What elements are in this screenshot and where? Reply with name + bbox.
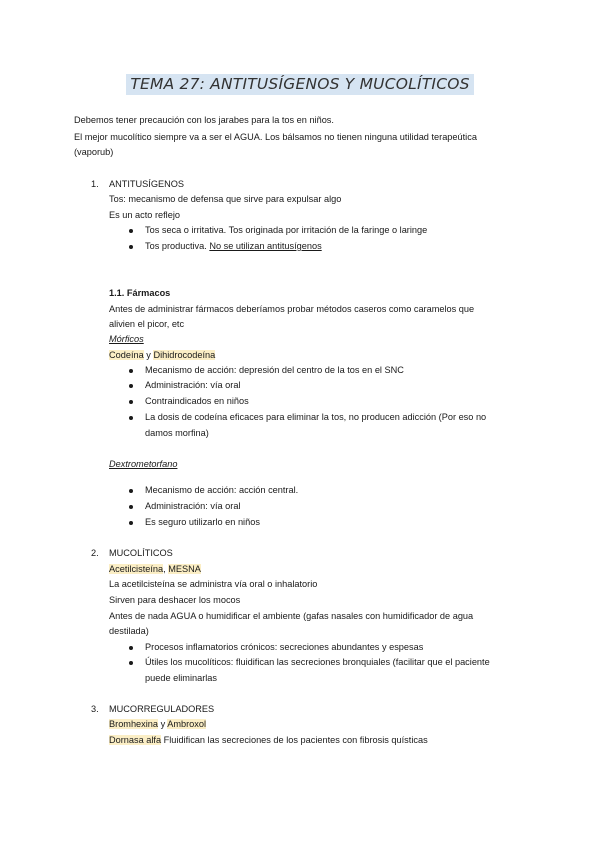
drug-separator: , [163,564,169,574]
sec1-definition: Tos: mecanismo de defensa que sirve para expulsar algo [109,194,342,204]
dextro-bullet-1: Mecanismo de acción: acción central. [145,485,299,495]
bullet-icon [129,646,133,650]
bullet-icon [129,489,133,493]
sec2-bullet-2-line-1: Útiles los mucolíticos: fluidifican las secreciones bronquiales (facilitar que el paciente [145,657,490,667]
drug-bromhexina: Bromhexina [109,719,159,729]
sec3-dornasa-desc: Fluidifican las secreciones de los pacientes con fibrosis quísticas [161,735,428,745]
sec3-heading: MUCORREGULADORES [109,704,215,714]
bullet-icon [129,661,133,665]
sec1-heading: ANTITUSÍGENOS [109,179,185,189]
bullet-icon [129,400,133,404]
bullet-icon [129,229,133,233]
sec2-drugs [109,563,201,575]
sec2-bullet-2-line-2: puede eliminarlas [145,673,218,683]
bullet-icon [129,416,133,420]
sec1-bullet-2 [145,240,322,252]
sec2-line-3: Antes de nada AGUA o humidificar el ambiente (gafas nasales con humidificador de agua [109,611,474,621]
sec1-bullet-2-underline: No se utilizan antitusígenos [209,241,322,251]
drug-codeina: Codeína [109,350,144,360]
intro-line-1: Debemos tener precaución con los jarabes para la tos en niños. [74,115,334,125]
dextro-bullet-3: Es seguro utilizarlo en niños [145,517,260,527]
bullet-icon [129,369,133,373]
sub11-text-2: alivien el picor, etc [109,319,185,329]
morficos-bullet-2: Administración: vía oral [145,380,241,390]
sec2-bullet-1: Procesos inflamatorios crónicos: secreciones abundantes y espesas [145,642,424,652]
sec2-number: 2. [91,548,99,558]
drug-dornasa-alfa: Dornasa alfa [109,735,162,745]
sub11-heading: 1.1. Fármacos [109,288,171,298]
drug-connector: y [158,719,168,729]
morficos-label: Mórficos [109,334,144,344]
sec1-number: 1. [91,179,99,189]
morficos-bullet-4-line-2: damos morfina) [145,428,209,438]
sec2-line-1: La acetilcisteína se administra vía oral o inhalatorio [109,579,318,589]
intro-line-2: El mejor mucolítico siempre va a ser el AGUA. Los bálsamos no tienen ninguna utilidad terapeútica [74,132,477,142]
sub11-text-1: Antes de administrar fármacos deberíamos probar métodos caseros como caramelos que [109,304,475,314]
sec3-dornasa [109,734,428,746]
drug-mesna: MESNA [168,564,201,574]
bullet-icon [129,505,133,509]
drug-dihidrocodeina: Dihidrocodeína [153,350,216,360]
morficos-bullet-3: Contraindicados en niños [145,396,249,406]
title-wrap [0,74,600,95]
dextro-label: Dextrometorfano [109,459,178,469]
morficos-bullet-1: Mecanismo de acción: depresión del centro de la tos en el SNC [145,365,404,375]
sec1-reflex: Es un acto reflejo [109,210,180,220]
sec1-bullet-2-prefix: Tos productiva. [145,241,210,251]
dextro-bullet-2: Administración: vía oral [145,501,241,511]
sec2-heading: MUCOLÍTICOS [109,548,173,558]
sec2-line-2: Sirven para deshacer los mocos [109,595,241,605]
drug-connector: y [143,350,154,360]
sec3-number: 3. [91,704,99,714]
bullet-icon [129,384,133,388]
page-title: TEMA 27: ANTITUSÍGENOS Y MUCOLÍTICOS [126,74,473,95]
sec3-drugs [109,718,206,730]
sec1-bullet-1: Tos seca o irritativa. Tos originada por irritación de la faringe o laringe [145,225,428,235]
sec2-line-4: destilada) [109,626,149,636]
drug-acetilcisteina: Acetilcisteína [109,564,164,574]
bullet-icon [129,245,133,249]
intro-line-3: (vaporub) [74,147,114,157]
bullet-icon [129,521,133,525]
morficos-drugs [109,349,215,361]
morficos-bullet-4-line-1: La dosis de codeína eficaces para eliminar la tos, no producen adicción (Por eso no [145,412,487,422]
drug-ambroxol: Ambroxol [167,719,207,729]
